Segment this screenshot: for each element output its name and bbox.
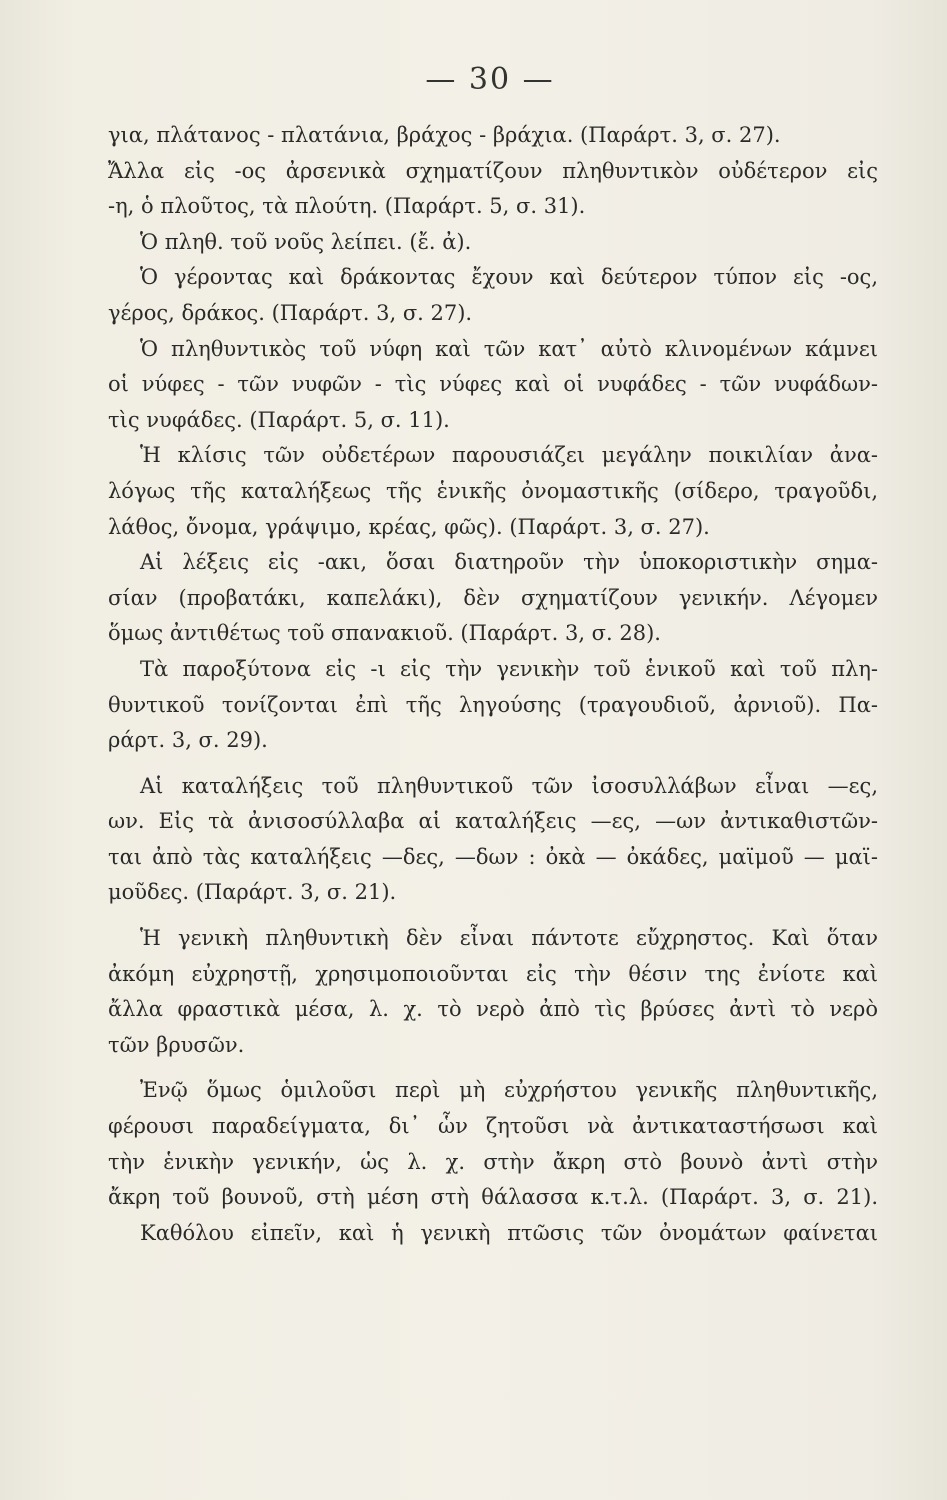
- text-line: ων. Εἰς τὰ ἀνισοσύλλαβα αἱ καταλήξεις —ες, —ων ἀντικαθιστῶν-: [108, 809, 878, 834]
- text-line: Αἱ καταλήξεις τοῦ πληθυντικοῦ τῶν ἰσοσυλλάβων εἶναι —ες,: [140, 773, 878, 798]
- text-line: ἀκόμη εὐχρηστῇ, χρησιμοποιοῦνται εἰς τὴν θέσιν της ἐνίοτε καὶ: [108, 961, 878, 986]
- text-line: Ὁ πληθ. τοῦ νοῦς λείπει. (ἔ. ἀ).: [140, 229, 472, 254]
- text-line: Ἐνῷ ὅμως ὁμιλοῦσι περὶ μὴ εὐχρήστου γενικῆς πληθυντικῆς,: [140, 1078, 878, 1103]
- text-body: [108, 118, 878, 1251]
- text-line: ράρτ. 3, σ. 29).: [108, 728, 268, 753]
- text-line: -η, ὁ πλοῦτος, τὰ πλούτη. (Παράρτ. 5, σ. 31).: [108, 194, 586, 219]
- text-line: ὅμως ἀντιθέτως τοῦ σπανακιοῦ. (Παράρτ. 3, σ. 28).: [108, 621, 661, 646]
- text-line: λάθος, ὄνομα, γράψιμο, κρέας, φῶς). (Παράρτ. 3, σ. 27).: [108, 514, 710, 539]
- text-line: τὴν ἑνικὴν γενικήν, ὡς λ. χ. στὴν ἄκρη στὸ βουνὸ ἀντὶ στὴν: [108, 1149, 878, 1174]
- text-line: Ὁ γέροντας καὶ δράκοντας ἔχουν καὶ δεύτερον τύπον εἰς -ος,: [140, 265, 878, 290]
- text-line: γέρος, δράκος. (Παράρτ. 3, σ. 27).: [108, 300, 473, 325]
- text-line: σίαν (προβατάκι, καπελάκι), δὲν σχηματίζουν γενικήν. Λέγομεν: [108, 585, 878, 610]
- text-line: Ἄλλα εἰς -ος ἀρσενικὰ σχηματίζουν πληθυντικὸν οὐδέτερον εἰς: [108, 158, 878, 183]
- text-line: Ἡ γενικὴ πληθυντικὴ δὲν εἶναι πάντοτε εὔχρηστος. Καὶ ὅταν: [140, 926, 878, 951]
- text-line: φέρουσι παραδείγματα, δι᾽ ὧν ζητοῦσι νὰ ἀντικαταστήσωσι καὶ: [108, 1114, 878, 1139]
- text-line: για, πλάτανος - πλατάνια, βράχος - βράχια. (Παράρτ. 3, σ. 27).: [108, 123, 781, 147]
- text-line: ται ἀπὸ τὰς καταλήξεις —δες, —δων : ὀκὰ — ὀκάδες, μαϊμοῦ — μαϊ-: [108, 844, 878, 869]
- text-line: τῶν βρυσῶν.: [108, 1032, 245, 1057]
- text-line: μοῦδες. (Παράρτ. 3, σ. 21).: [108, 880, 397, 905]
- text-line: τὶς νυφάδες. (Παράρτ. 5, σ. 11).: [108, 407, 450, 432]
- text-line: Αἱ λέξεις εἰς -ακι, ὅσαι διατηροῦν τὴν ὑποκοριστικὴν σημα-: [140, 550, 878, 575]
- text-line: οἱ νύφες - τῶν νυφῶν - τὶς νύφες καὶ οἱ νυφάδες - τῶν νυφάδων-: [108, 372, 878, 397]
- text-line: Ἡ κλίσις τῶν οὐδετέρων παρουσιάζει μεγάλην ποικιλίαν ἀνα-: [140, 443, 878, 468]
- text-line: θυντικοῦ τονίζονται ἐπὶ τῆς ληγούσης (τραγουδιοῦ, ἀρνιοῦ). Πα-: [108, 692, 878, 717]
- text-line: ἄκρη τοῦ βουνοῦ, στὴ μέση στὴ θάλασσα κ.τ.λ. (Παράρτ. 3, σ. 21).: [108, 1185, 878, 1210]
- text-line: Τὰ παροξύτονα εἰς -ι εἰς τὴν γενικὴν τοῦ ἑνικοῦ καὶ τοῦ πλη-: [140, 656, 878, 681]
- text-line: λόγως τῆς καταλήξεως τῆς ἑνικῆς ὀνομαστικῆς (σίδερο, τραγοῦδι,: [108, 478, 878, 503]
- text-line: Ὁ πληθυντικὸς τοῦ νύφη καὶ τῶν κατ᾽ αὐτὸ κλινομένων κάμνει: [140, 336, 878, 361]
- text-line: ἄλλα φραστικὰ μέσα, λ. χ. τὸ νερὸ ἀπὸ τὶς βρύσες ἀντὶ τὸ νερὸ: [108, 997, 878, 1022]
- page-number: — 30 —: [425, 62, 555, 97]
- text-line: Καθόλου εἰπεῖν, καὶ ἡ γενικὴ πτῶσις τῶν ὀνομάτων φαίνεται: [140, 1220, 878, 1245]
